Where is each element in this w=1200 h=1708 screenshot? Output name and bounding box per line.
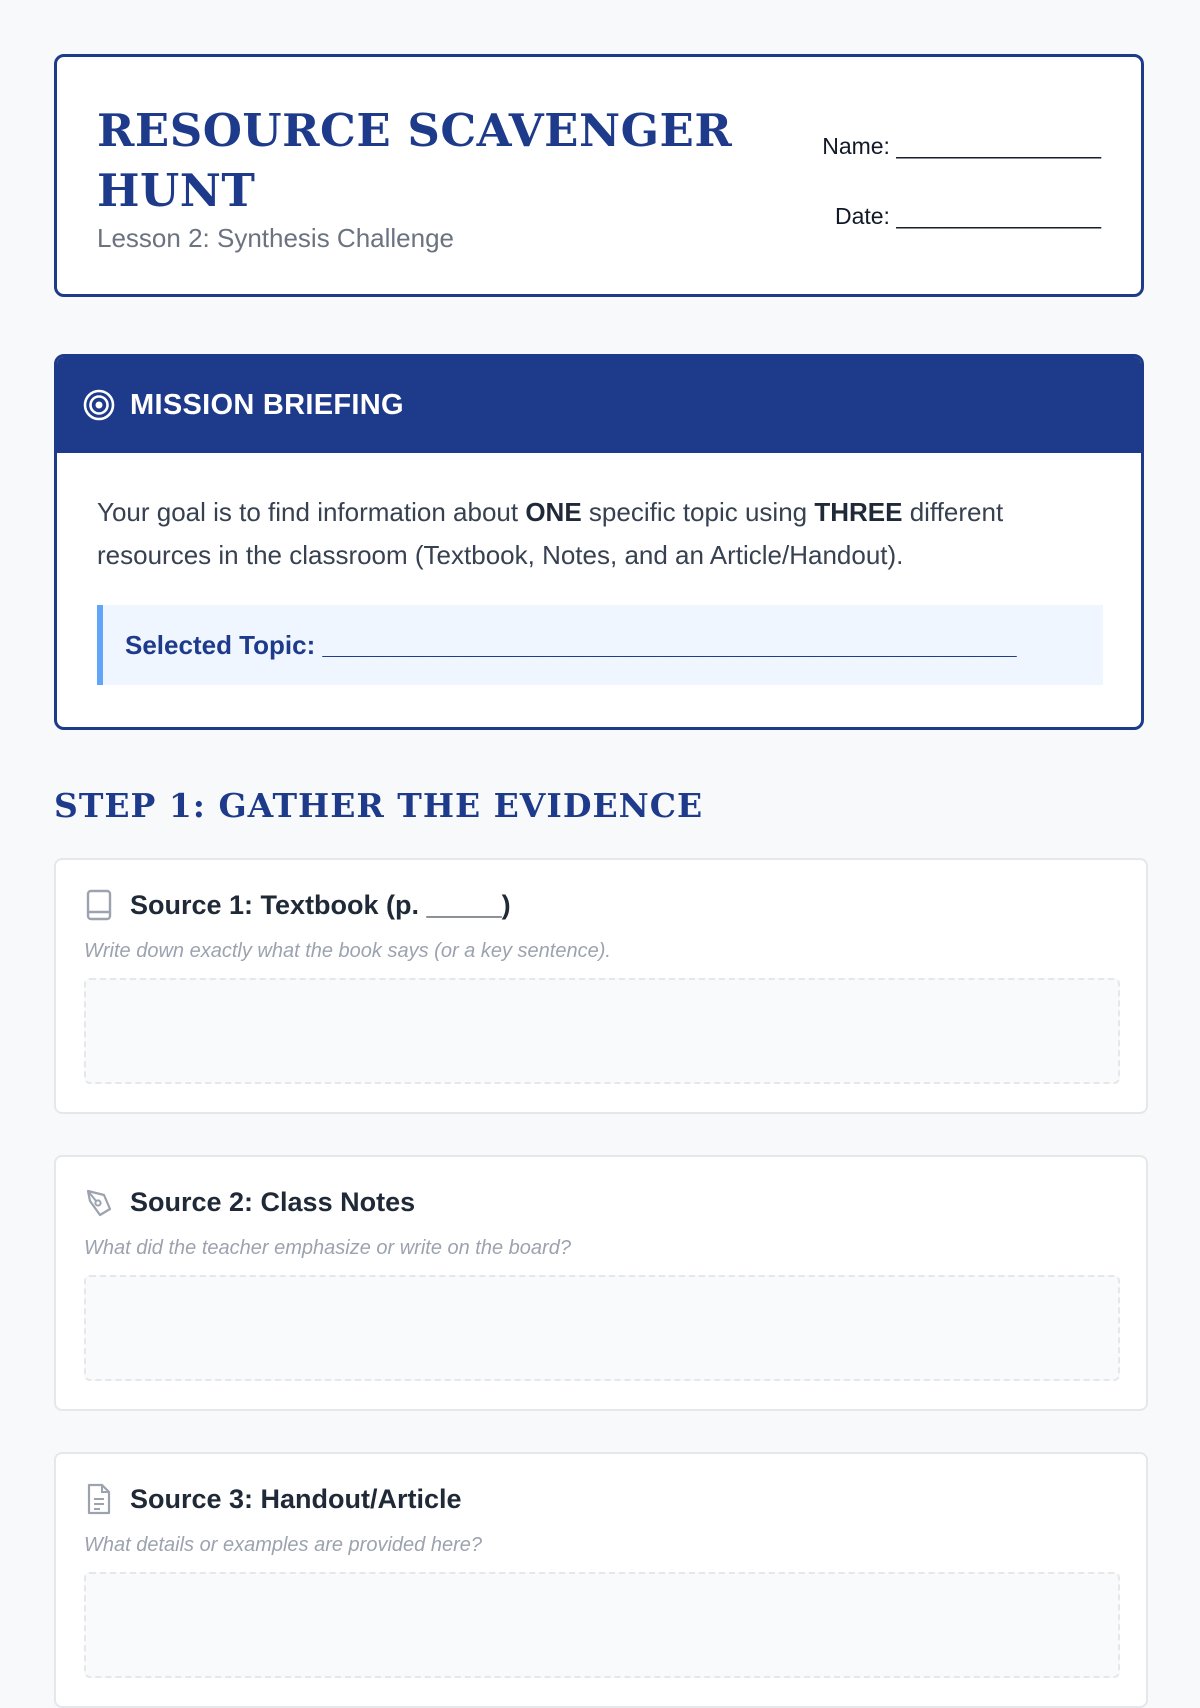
mission-emphasis-three: THREE: [814, 497, 903, 527]
target-icon: [82, 388, 116, 422]
source-3-hint: What details or examples are provided here?: [84, 1534, 482, 1556]
step-1-heading: STEP 1: GATHER THE EVIDENCE: [54, 786, 704, 825]
page-subtitle: Lesson 2: Synthesis Challenge: [97, 223, 455, 253]
name-field[interactable]: Name: ________________: [822, 133, 1101, 159]
date-field[interactable]: Date: ________________: [834, 203, 1101, 229]
source-2-hint: What did the teacher emphasize or write on the board?: [84, 1237, 571, 1259]
mission-briefing-text: [97, 491, 1097, 577]
source-1-header: [84, 888, 511, 922]
source-2-answer-box[interactable]: [84, 1275, 1120, 1381]
mission-emphasis-one: ONE: [525, 497, 582, 527]
pen-icon: [84, 1185, 114, 1219]
source-3-header: [84, 1482, 462, 1516]
book-icon: [84, 888, 114, 922]
mission-briefing-card: [54, 354, 1144, 730]
mission-briefing-header: [57, 357, 1141, 453]
source-3-answer-box[interactable]: [84, 1572, 1120, 1678]
mission-text-part: Your goal is to find information about: [97, 497, 526, 527]
source-2-title: Source 2: Class Notes: [130, 1186, 416, 1217]
selected-topic-field[interactable]: Selected Topic: ________________________________________________: [97, 605, 1103, 685]
source-3-title: Source 3: Handout/Article: [130, 1483, 462, 1514]
mission-text-part: different resources in the classroom (Textbook, Notes, and an Article/Handout).: [97, 497, 1004, 570]
document-icon: [84, 1482, 114, 1516]
source-1-hint: Write down exactly what the book says (or a key sentence).: [84, 940, 611, 962]
mission-briefing-title: MISSION BRIEFING: [130, 388, 404, 421]
source-2-header: [84, 1185, 415, 1219]
source-2-card: [54, 1155, 1148, 1411]
mission-text-part: specific topic using: [581, 497, 815, 527]
page-title: RESOURCE SCAVENGER HUNT: [97, 104, 733, 217]
source-1-card: [54, 858, 1148, 1114]
source-1-title: Source 1: Textbook (p. _____): [130, 889, 511, 920]
header-card: [54, 54, 1144, 297]
source-3-card: [54, 1452, 1148, 1708]
source-1-answer-box[interactable]: [84, 978, 1120, 1084]
